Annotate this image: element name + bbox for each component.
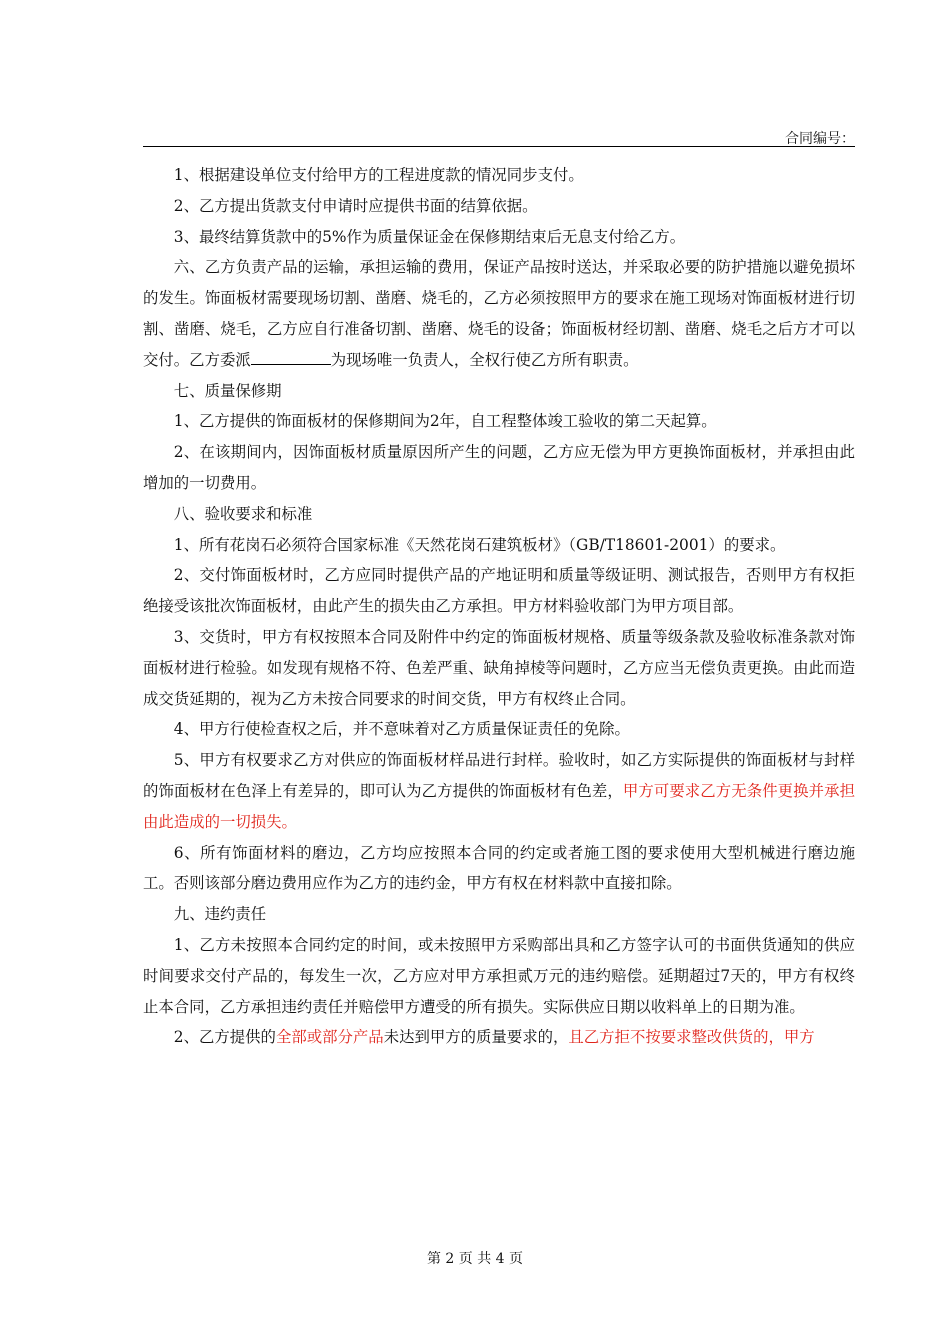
paragraph: 6、所有饰面材料的磨边，乙方均应按照本合同的约定或者施工图的要求使用大型机械进行磨边施工。否则该部分磨边费用应作为乙方的违约金，甲方有权在材料款中直接扣除。: [143, 843, 855, 893]
paragraph: 3、最终结算货款中的5%作为质量保证金在保修期结束后无息支付给乙方。: [173, 227, 686, 246]
document-body: [143, 160, 855, 1053]
paragraph-text: 2、乙方提供的: [173, 1028, 276, 1047]
section-heading: 八、验收要求和标准: [173, 504, 313, 523]
paragraph: 1、乙方提供的饰面板材的保修期间为2年，自工程整体竣工验收的第二天起算。: [173, 412, 717, 431]
paragraph-text: 未达到甲方的质量要求的，: [383, 1028, 569, 1047]
paragraph: 2、乙方提出货款支付申请时应提供书面的结算依据。: [173, 196, 538, 215]
highlighted-text: 且乙方拒不按要求整改供货的，甲方: [568, 1028, 815, 1047]
paragraph-text: 六、乙方负责产品的运输，承担运输的费用，保证产品按时送达，并采取必要的防护措施以避免损坏的发生。饰面板材需要现场切割、凿磨、烧毛的，乙方必须按照甲方的要求在施工现场对饰面板材进行切割、凿磨、烧毛，乙方应自行准备切割、凿磨、烧毛的设备；饰面板材经切割、凿磨、烧毛之后方才可以交付。乙方委派: [143, 258, 855, 369]
paragraph-text: 5、甲方有权要求乙方对供应的饰面板材样品进行封样。验收时，如乙方实际提供的饰面板材与封样的饰面板材在色泽上有差异的，即可认为乙方提供的饰面板材有色差，: [143, 751, 855, 800]
page-number: 第 2 页 共 4 页: [426, 1251, 524, 1267]
contract-number-label: 合同编号：: [785, 131, 855, 147]
paragraph-quality: [143, 1022, 855, 1053]
paragraph: 1、所有花岗石必须符合国家标准《天然花岗石建筑板材》（GB/T18601-2001）的要求。: [173, 535, 786, 554]
paragraph: 2、交付饰面板材时，乙方应同时提供产品的产地证明和质量等级证明、测试报告，否则甲方有权拒绝接受该批次饰面板材，由此产生的损失由乙方承担。甲方材料验收部门为甲方项目部。: [143, 566, 855, 616]
section-heading: 七、质量保修期: [173, 381, 282, 400]
blank-line: [251, 348, 331, 365]
paragraph: 3、交货时，甲方有权按照本合同及附件中约定的饰面板材规格、质量等级条款及验收标准条款对饰面板材进行检验。如发现有规格不符、色差严重、缺角掉棱等问题时，乙方应当无偿负责更换。由此而造成交货延期的，视为乙方未按合同要求的时间交货，甲方有权终止合同。: [143, 627, 855, 708]
paragraph: 1、根据建设单位支付给甲方的工程进度款的情况同步支付。: [173, 166, 584, 184]
header-divider: [143, 146, 855, 147]
paragraph-text: 为现场唯一负责人，全权行使乙方所有职责。: [330, 350, 639, 369]
paragraph-transport: [143, 252, 855, 375]
section-heading: 九、违约责任: [173, 905, 267, 924]
paragraph: 2、在该期间内，因饰面板材质量原因所产生的问题，乙方应无偿为甲方更换饰面板材，并承担由此增加的一切费用。: [143, 443, 855, 492]
paragraph-sample: [143, 745, 855, 837]
highlighted-text: 全部或部分产品: [275, 1028, 384, 1047]
paragraph: 4、甲方行使检查权之后，并不意味着对乙方质量保证责任的免除。: [173, 720, 630, 739]
paragraph: 1、乙方未按照本合同约定的时间，或未按照甲方采购部出具和乙方签字认可的书面供货通知的供应时间要求交付产品的，每发生一次，乙方应对甲方承担贰万元的违约赔偿。延期超过7天的，甲方有权终止本合同，乙方承担违约责任并赔偿甲方遭受的所有损失。实际供应日期以收料单上的日期为准。: [143, 935, 855, 1016]
highlighted-text: 甲方可要求乙方无条件更换并承担由此造成的一切损失。: [143, 781, 855, 831]
